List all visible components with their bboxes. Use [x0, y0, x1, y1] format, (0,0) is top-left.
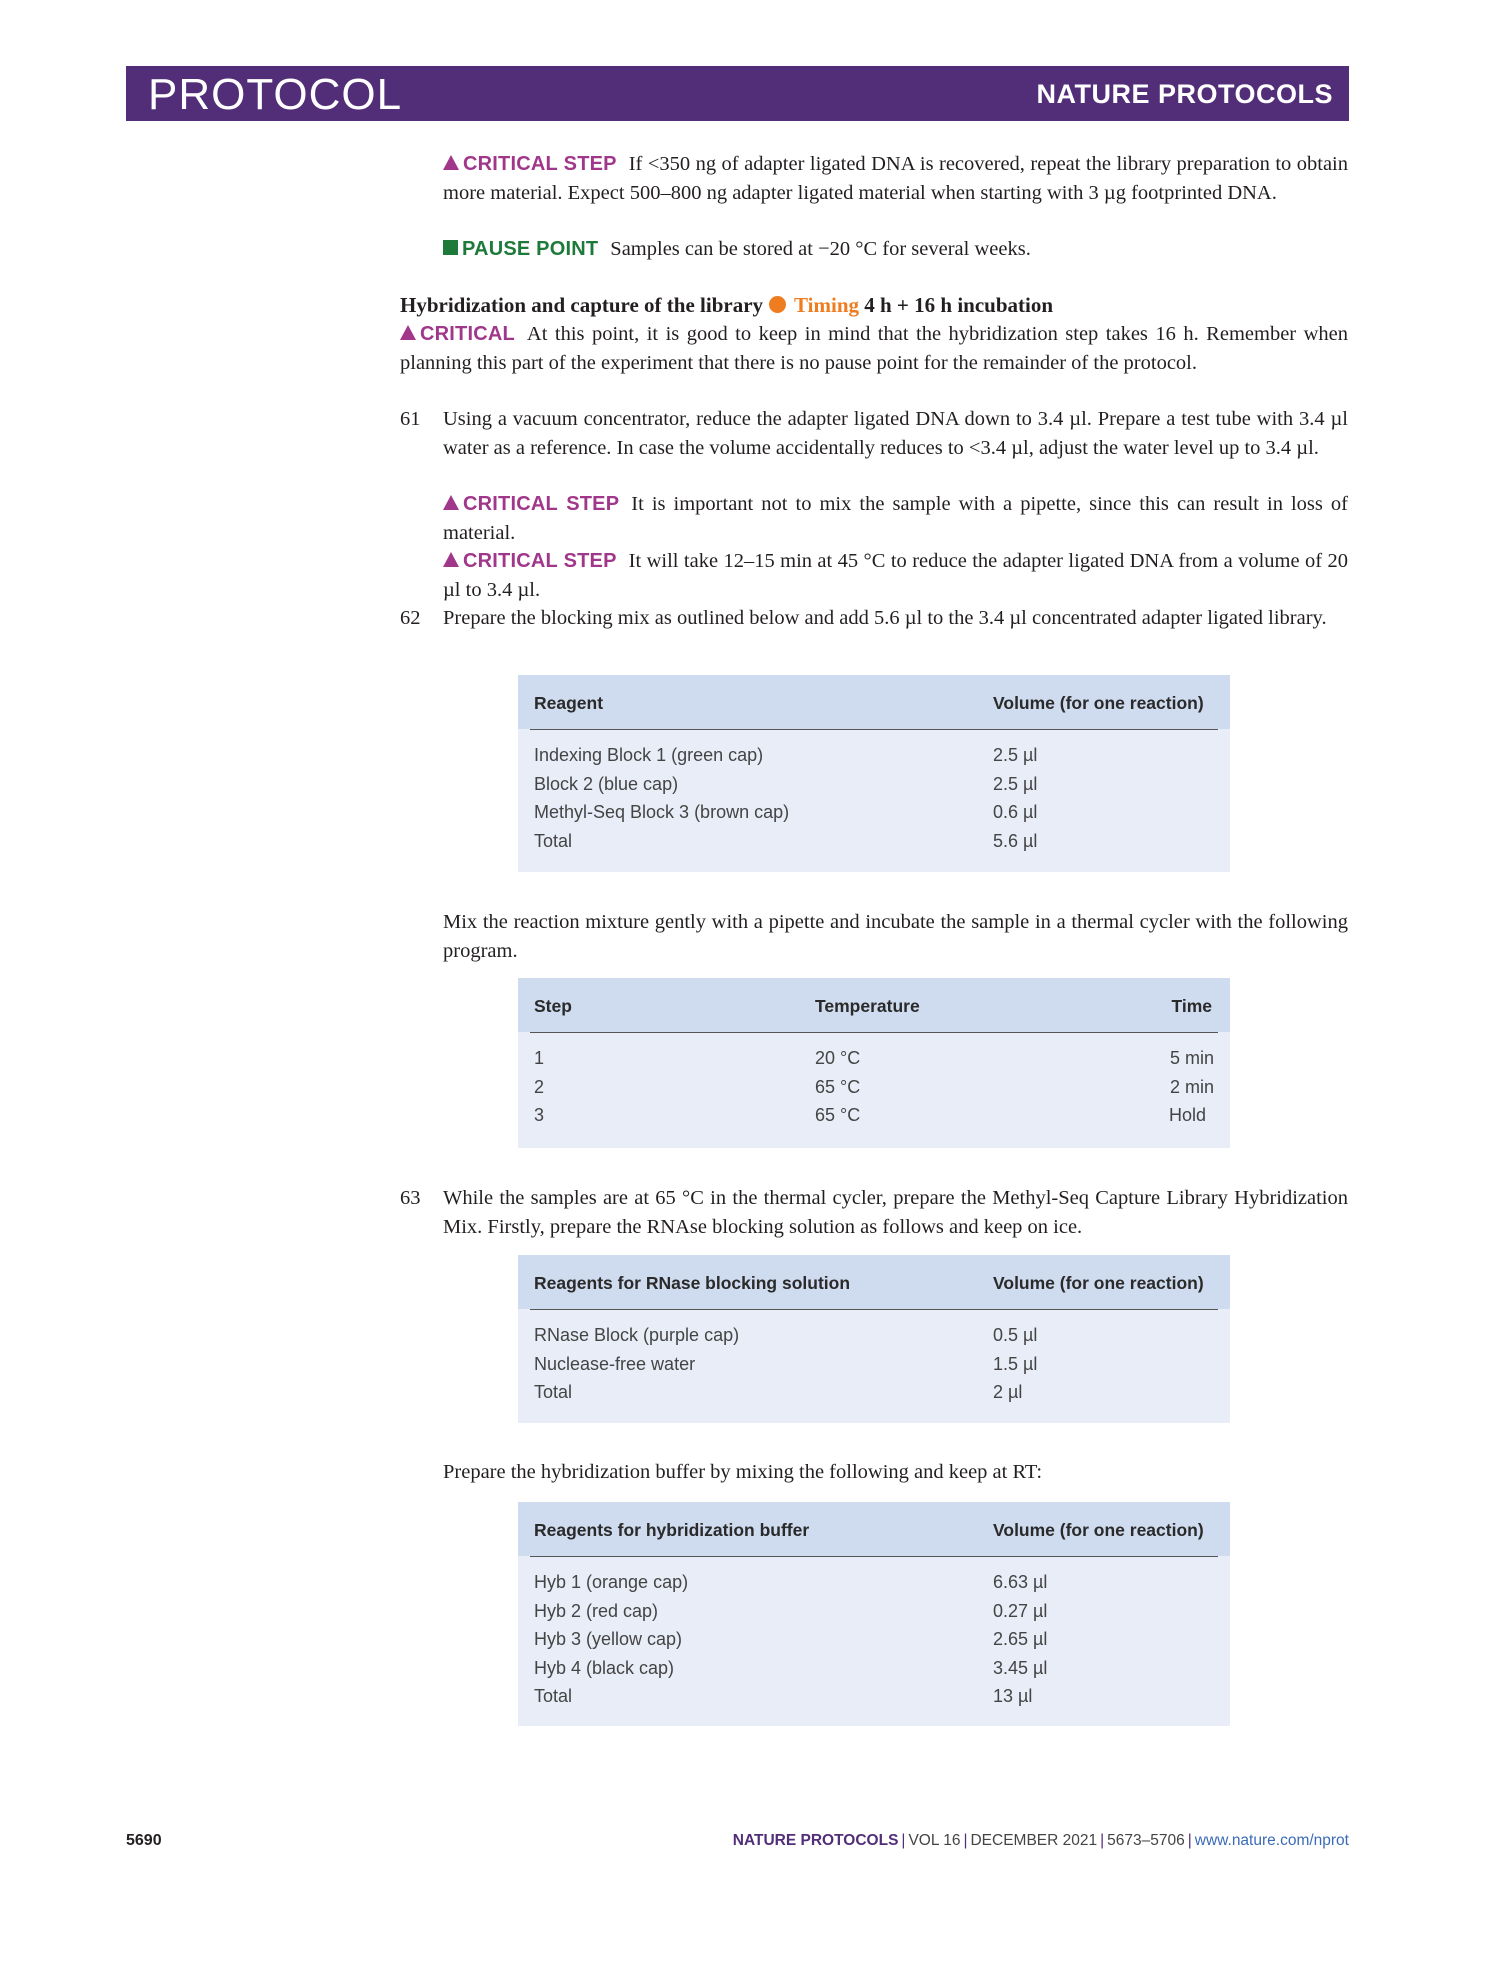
critical-step-text: If <350 ng of adapter ligated DNA is recovered, repeat the library preparation to obtain more material. Expect 500–800 ng adapter ligated material when starting with 3 µg footprinted DNA. — [443, 153, 1348, 204]
table-row: 3 65 °C Hold — [534, 1105, 1206, 1125]
blocking-mix-table — [518, 675, 1230, 872]
section-critical-text: At this point, it is good to keep in mind that the hybridization step takes 16 h. Remember when planning this part of the experiment that there is no pause point for the remainder of the protocol. — [400, 323, 1348, 374]
header-cell: Reagent — [534, 693, 604, 713]
table-row: Hyb 3 (yellow cap) 2.65 µl — [534, 1629, 1048, 1649]
footer-volume: VOL 16 — [908, 1832, 961, 1849]
step-61-text: Using a vacuum concentrator, reduce the adapter ligated DNA down to 3.4 µl. Prepare a test tube with 3.4 µl water as a reference. In case the volume accidentally reduces to <3.4 µl, adjust the water level up to 3.4 µl. — [443, 408, 1348, 459]
step-number: 62 — [400, 607, 421, 629]
table-row: RNase Block (purple cap) 0.5 µl — [534, 1325, 1038, 1345]
critical-step-note — [443, 150, 1348, 207]
table-row: Methyl-Seq Block 3 (brown cap) 0.6 µl — [534, 802, 1038, 822]
table-row: Total 13 µl — [534, 1686, 1033, 1706]
table-header — [530, 1502, 1218, 1557]
header-banner — [126, 66, 1349, 121]
critical-step-label: CRITICAL STEP — [443, 153, 617, 175]
table-row: Hyb 4 (black cap) 3.45 µl — [534, 1657, 1048, 1678]
step-number: 63 — [400, 1187, 421, 1209]
pause-square-icon — [443, 240, 458, 255]
step-61-critical-2: CRITICAL STEP It will take 12–15 min at 45 °C to reduce the adapter ligated DNA from a volume of 20 µl to 3.4 µl. — [443, 550, 1348, 601]
table-row: Total 5.6 µl — [534, 830, 1038, 851]
header-cell: Volume (for one reaction) — [993, 1273, 1204, 1293]
table-row: 1 20 °C 5 min — [534, 1048, 1214, 1068]
warning-triangle-icon — [443, 495, 459, 510]
critical-step-label: CRITICAL STEP — [443, 550, 617, 572]
timing-value: 4 h + 16 h incubation — [864, 293, 1054, 317]
thermal-program-table — [518, 978, 1230, 1148]
footer-date: DECEMBER 2021 — [970, 1832, 1098, 1849]
table-row: Indexing Block 1 (green cap) 2.5 µl — [534, 745, 1038, 765]
section-title: Hybridization and capture of the library — [400, 293, 764, 317]
header-cell: Temperature — [815, 996, 920, 1016]
timing-label: Timing — [794, 293, 859, 317]
rnase-blocking-table — [518, 1255, 1230, 1423]
footer-pages: 5673–5706 — [1107, 1832, 1185, 1849]
journal-name: NATURE PROTOCOLS — [1036, 79, 1333, 109]
pause-point-note — [443, 235, 1348, 264]
header-cell: Reagents for RNase blocking solution — [534, 1273, 851, 1293]
table-row: Total 2 µl — [534, 1382, 1023, 1402]
footer-citation: NATURE PROTOCOLS | VOL 16 | DECEMBER 2021 | 5673–5706 | www.nature.com/nprot — [732, 1832, 1349, 1849]
hybridization-buffer-table — [518, 1502, 1230, 1726]
step-61-critical-1: CRITICAL STEP It is important not to mix the sample with a pipette, since this can result in loss of material. — [443, 493, 1348, 544]
header-cell: Volume (for one reaction) — [993, 693, 1204, 713]
footer-link[interactable]: www.nature.com/nprot — [1194, 1832, 1349, 1849]
footer-journal: NATURE PROTOCOLS — [732, 1832, 899, 1849]
table-row: Hyb 2 (red cap) 0.27 µl — [534, 1600, 1048, 1621]
table-header — [530, 1255, 1218, 1310]
warning-triangle-icon — [443, 552, 459, 567]
step-62-text: Prepare the blocking mix as outlined below and add 5.6 µl to the 3.4 µl concentrated adapter ligated library. — [443, 607, 1327, 629]
warning-triangle-icon — [400, 325, 416, 340]
pause-point-text: Samples can be stored at −20 °C for several weeks. — [610, 238, 1031, 260]
table-header — [530, 675, 1218, 730]
critical-label: CRITICAL — [400, 323, 515, 345]
table-row: 2 65 °C 2 min — [534, 1076, 1214, 1097]
table-row: Nuclease-free water 1.5 µl — [534, 1353, 1038, 1374]
page-number: 5690 — [126, 1832, 162, 1849]
timing-dot-icon — [769, 296, 786, 313]
header-cell: Volume (for one reaction) — [993, 1520, 1204, 1540]
pause-point-label: PAUSE POINT — [443, 238, 598, 260]
warning-triangle-icon — [443, 155, 459, 170]
table-header — [530, 978, 1218, 1033]
section-label: PROTOCOL — [148, 70, 403, 119]
section-heading — [400, 291, 1053, 320]
step-63-text: While the samples are at 65 °C in the thermal cycler, prepare the Methyl-Seq Capture Library Hybridization Mix. Firstly, prepare the RNAse blocking solution as follows and keep on ice. — [443, 1187, 1348, 1238]
header-cell: Time — [1171, 996, 1212, 1016]
table-row: Block 2 (blue cap) 2.5 µl — [534, 773, 1038, 794]
step-number: 61 — [400, 408, 421, 430]
header-cell: Step — [534, 996, 572, 1016]
section-critical-note — [400, 320, 1348, 377]
step-62-after-table: Mix the reaction mixture gently with a pipette and incubate the sample in a thermal cycler with the following program. — [443, 911, 1348, 962]
critical-step-label: CRITICAL STEP — [443, 493, 619, 515]
header-cell: Reagents for hybridization buffer — [534, 1520, 810, 1540]
table-row: Hyb 1 (orange cap) 6.63 µl — [534, 1572, 1048, 1592]
step-63-after-table: Prepare the hybridization buffer by mixing the following and keep at RT: — [443, 1461, 1043, 1483]
